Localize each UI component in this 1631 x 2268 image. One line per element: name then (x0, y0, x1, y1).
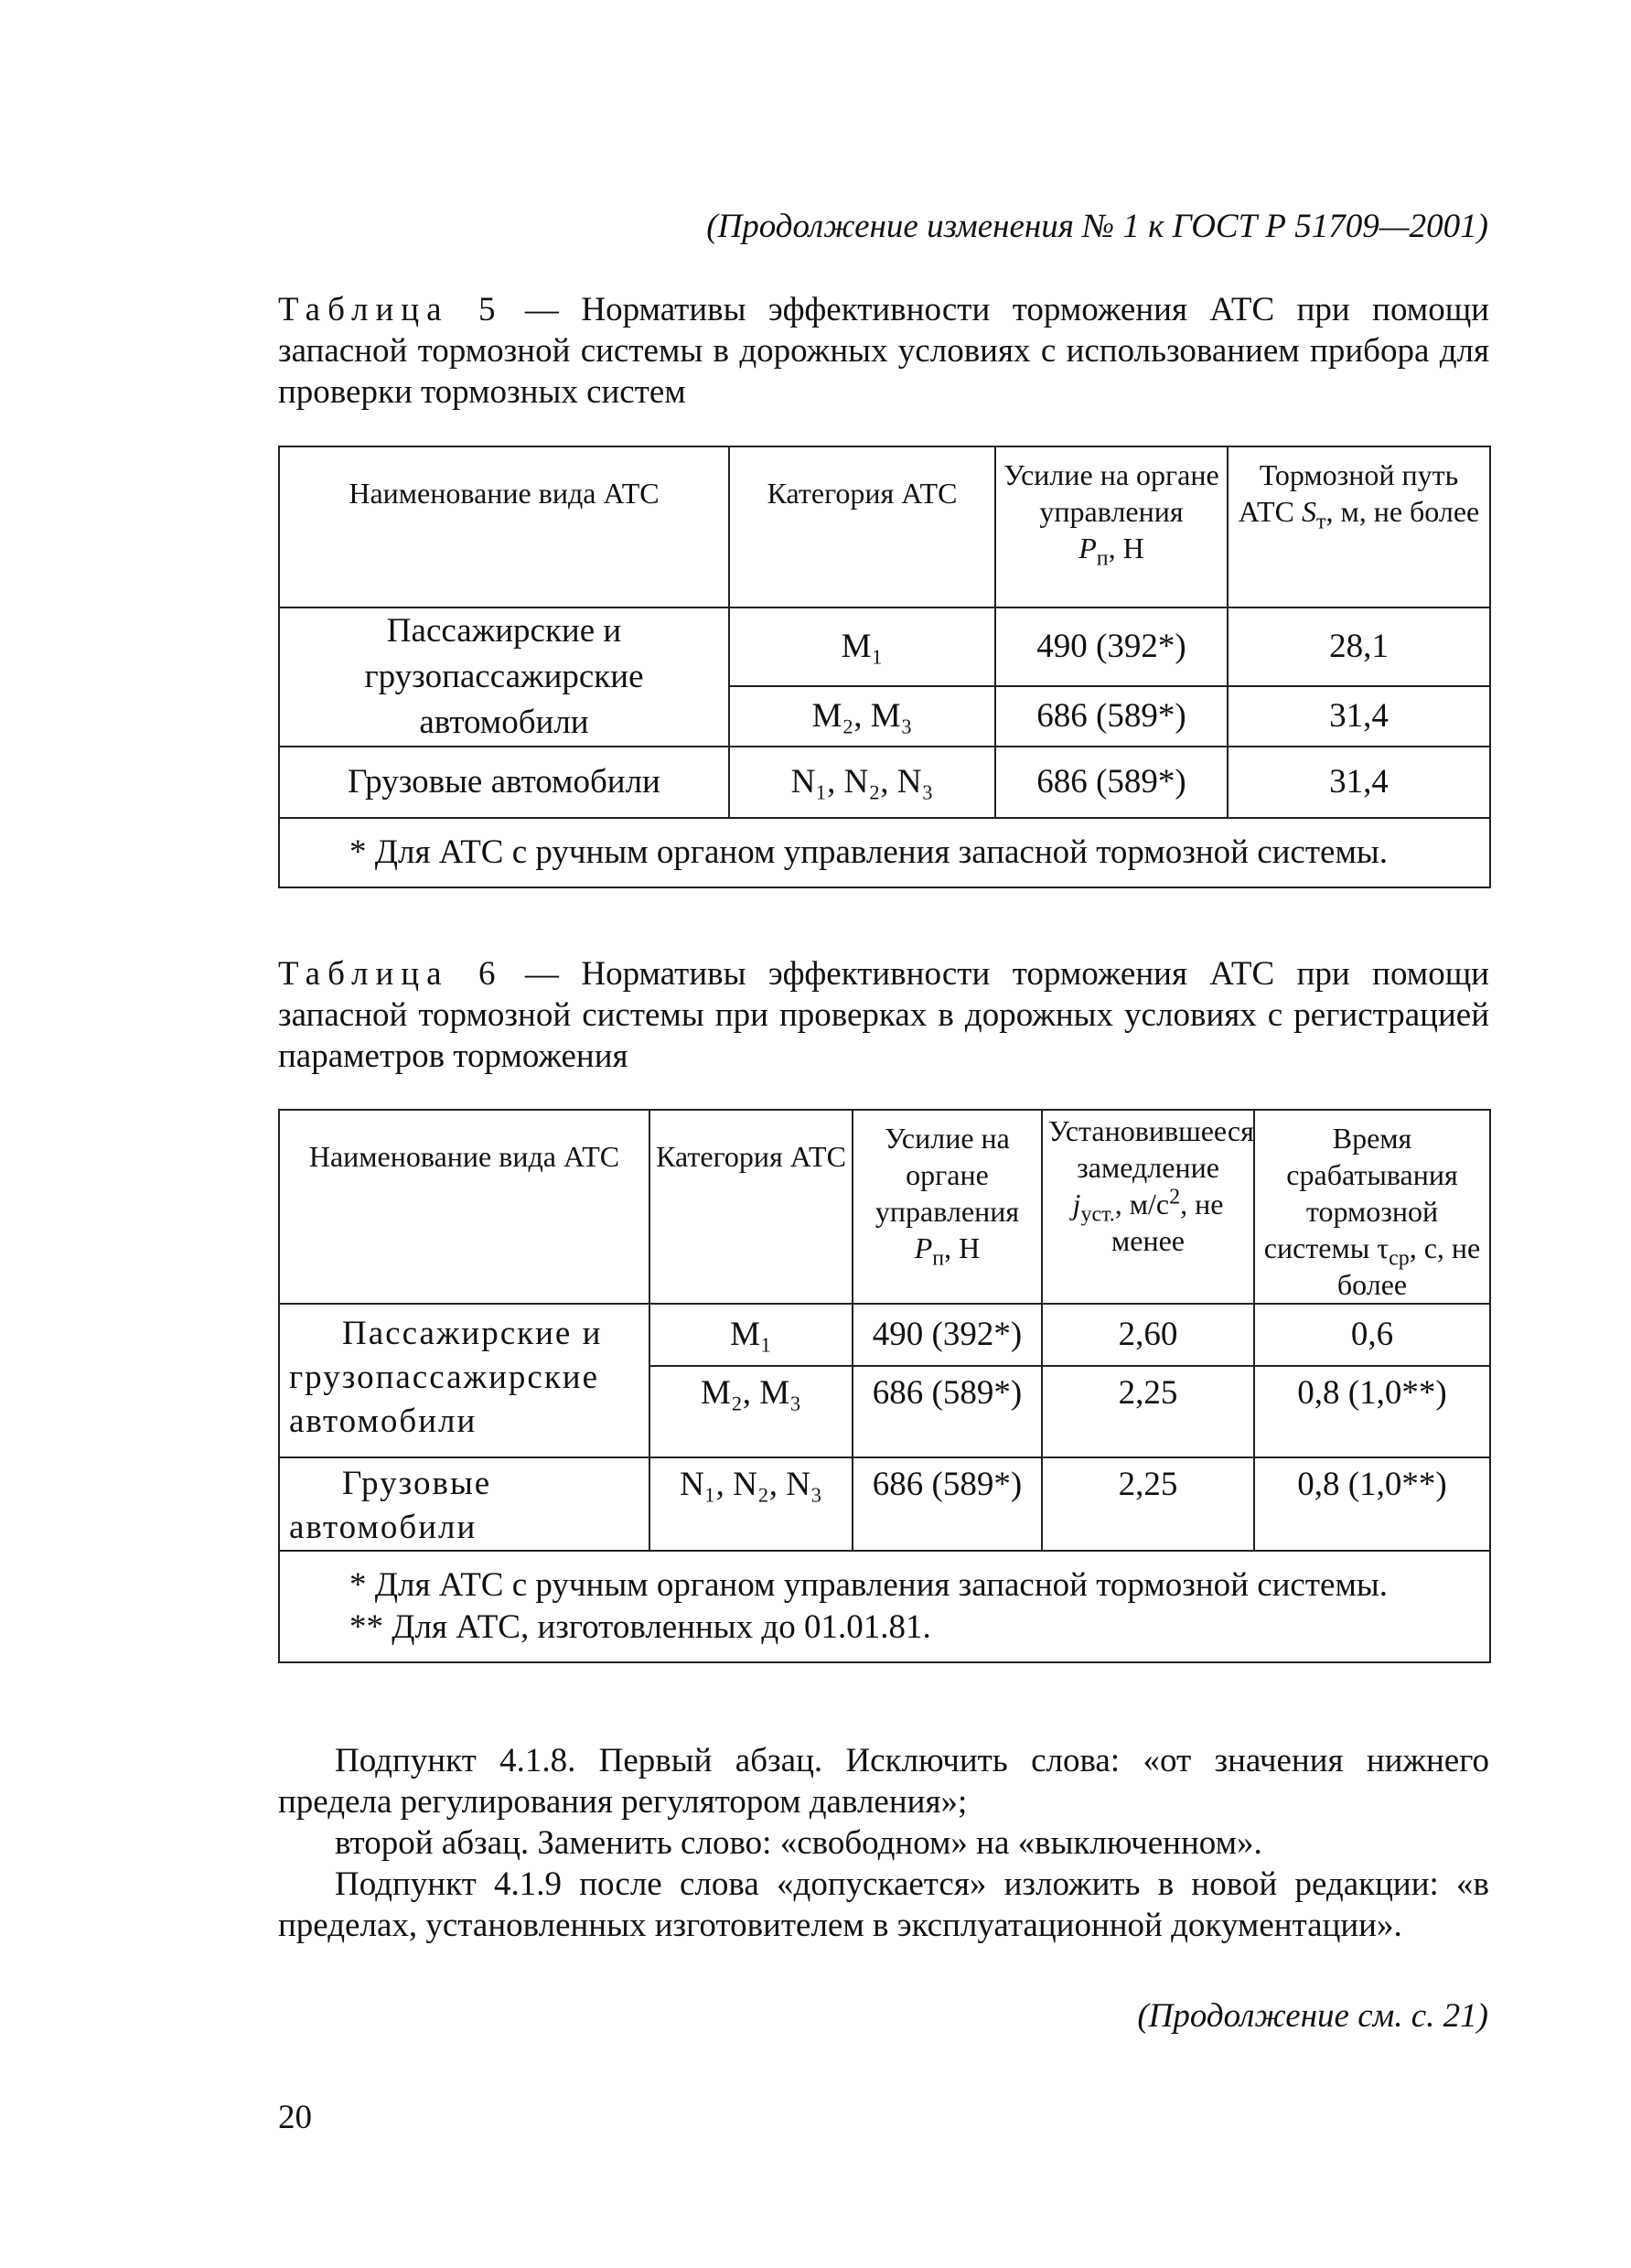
table5-caption-text: — Нормативы эффективности торможения АТС при помощи запасной тормозной системы в дорожных условиях с использованием прибора для проверки тормозных систем (278, 291, 1489, 411)
table6-row3-name-text: Грузовые автомобили (289, 1465, 492, 1546)
table6-note-cell (279, 1551, 1490, 1662)
table5-distance-symbol: S (1301, 495, 1316, 528)
table5-row3-category: N₁, N₂, N₃ (729, 747, 995, 818)
table-row (279, 747, 1490, 818)
table6-header-force-text: Усилие на органе управления (875, 1122, 1020, 1228)
table5-caption (278, 289, 1489, 413)
table6-header-time (1254, 1110, 1490, 1304)
table6-note-row (279, 1551, 1490, 1662)
table6-header-force (853, 1110, 1042, 1304)
table6-row3-force: 686 (589*) (853, 1457, 1042, 1551)
table6-caption-text: — Нормативы эффективности торможения АТС при помощи запасной тормозной системы при проверках в дорожных условиях с регистрацией параметров торможения (278, 955, 1489, 1075)
table6-time-sub: ср (1389, 1246, 1410, 1271)
table5-header-row (279, 446, 1490, 607)
body-text (278, 1740, 1489, 1946)
table5-header-force-text: Усилие на органе управления (1003, 458, 1219, 528)
table5-row1-category: M₁ (729, 607, 995, 686)
table6-row2-time: 0,8 (1,0**) (1254, 1366, 1490, 1457)
table5-distance-unit: , м, не более (1325, 495, 1480, 528)
table6-decel-unit: , м/с (1114, 1188, 1170, 1220)
table6-time-unit: , с, не более (1336, 1231, 1481, 1301)
table6-row1-decel: 2,60 (1042, 1304, 1254, 1366)
table5-row2-force: 686 (589*) (995, 686, 1228, 747)
table5-row1-name: Пассажирские и грузопассажирские автомобили (279, 607, 729, 747)
paragraph-2: второй абзац. Заменить слово: «свободном» на «выключенном». (335, 1824, 1262, 1862)
table6-decel-symbol: j (1072, 1188, 1081, 1220)
table5-row2-distance: 31,4 (1228, 686, 1490, 747)
table6 (278, 1109, 1491, 1663)
table6-row1-name (279, 1304, 649, 1457)
table6-header-row (279, 1110, 1490, 1304)
table5-force-unit: , Н (1108, 532, 1144, 564)
table5-row3-distance: 31,4 (1228, 747, 1490, 818)
table6-row2-force: 686 (589*) (853, 1366, 1042, 1457)
table-row (279, 1304, 1490, 1366)
table5-caption-label: Таблица 5 (278, 291, 503, 328)
table6-caption-label: Таблица 6 (278, 955, 503, 993)
table6-row1-force: 490 (392*) (853, 1304, 1042, 1366)
table6-header-name: Наименование вида АТС (279, 1110, 649, 1304)
table6-row3-decel: 2,25 (1042, 1457, 1254, 1551)
table6-row3-category: N₁, N₂, N₃ (649, 1457, 853, 1551)
table6-header-time-text: Время срабатывания тормозной системы τ (1263, 1122, 1458, 1264)
table6-row2-category: M₂, M₃ (649, 1366, 853, 1457)
table6-decel-sub: уст. (1080, 1202, 1115, 1227)
table6-note2: ** Для АТС, изготовленных до 01.01.81. (349, 1608, 931, 1646)
table6-header-decel (1042, 1110, 1254, 1304)
table-row (279, 607, 1490, 686)
table6-row3-time: 0,8 (1,0**) (1254, 1457, 1490, 1551)
table6-row3-name (279, 1457, 649, 1551)
table6-decel-sup: 2 (1169, 1185, 1181, 1209)
table6-force-sub: п (932, 1246, 945, 1271)
paragraph-1: Подпункт 4.1.8. Первый абзац. Исключить слова: «от значения нижнего предела регулирования регулятором давления»; (278, 1742, 1489, 1821)
table5-header-name: Наименование вида АТС (279, 446, 729, 607)
table6-row2-decel: 2,25 (1042, 1366, 1254, 1457)
table5-row3-name: Грузовые автомобили (279, 747, 729, 818)
table5-note: * Для АТС с ручным органом управления запасной тормозной системы. (349, 833, 1388, 871)
table6-decel-tail: , не менее (1111, 1188, 1224, 1257)
table6-row1-time: 0,6 (1254, 1304, 1490, 1366)
table5-force-symbol: P (1078, 532, 1097, 564)
table6-force-symbol: P (914, 1231, 933, 1264)
continuation-note: (Продолжение см. с. 21) (1137, 1997, 1488, 2035)
table6-caption (278, 953, 1489, 1077)
table-row (279, 1457, 1490, 1551)
paragraph-3: Подпункт 4.1.9 после слова «допускается» изложить в новой редакции: «в пределах, установленных изготовителем в эксплуатационной документации». (278, 1865, 1489, 1944)
page-number: 20 (278, 2099, 312, 2136)
table5-header-distance (1228, 446, 1490, 607)
table5-force-sub: п (1096, 546, 1109, 571)
table6-row1-category: M₁ (649, 1304, 853, 1366)
table5-row1-distance: 28,1 (1228, 607, 1490, 686)
table6-force-unit: , Н (944, 1231, 981, 1264)
table5-row2-category: M₂, M₃ (729, 686, 995, 747)
table6-header-category: Категория АТС (649, 1110, 853, 1304)
table6-header-decel-text: Установившееся замедление (1048, 1114, 1254, 1184)
table6-note1: * Для АТС с ручным органом управления запасной тормозной системы. (349, 1566, 1388, 1604)
table5-note-cell (279, 818, 1490, 887)
table5-row1-force: 490 (392*) (995, 607, 1228, 686)
table5-note-row (279, 818, 1490, 887)
table5-distance-sub: т (1315, 510, 1326, 534)
table5-header-distance-text: Тормозной путь АТС (1238, 458, 1459, 528)
table5-header-force (995, 446, 1228, 607)
table5 (278, 446, 1491, 888)
table5-row3-force: 686 (589*) (995, 747, 1228, 818)
table6-row1-name-text: Пассажирские и грузопассажирские автомобили (289, 1315, 603, 1440)
document-header: (Продолжение изменения № 1 к ГОСТ Р 51709—2001) (706, 208, 1488, 245)
table5-header-category: Категория АТС (729, 446, 995, 607)
